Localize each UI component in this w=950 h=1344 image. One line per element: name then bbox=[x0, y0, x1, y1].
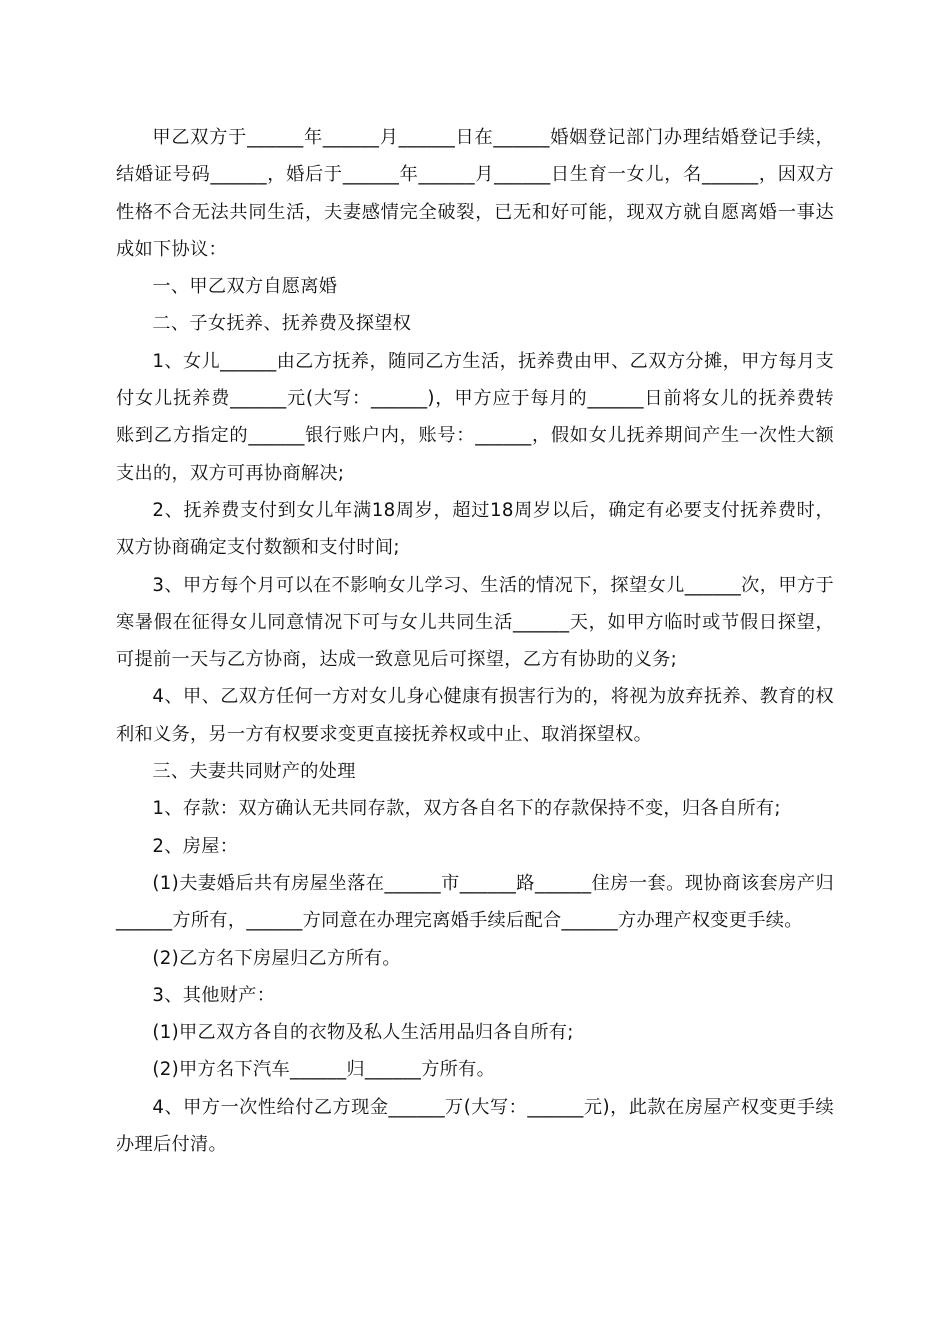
clause-party-b-house: (2)乙方名下房屋归乙方所有。 bbox=[152, 947, 401, 969]
clause-shared-house: (1)夫妻婚后共有房屋坐落在______市______路______住房一套。现协商该套房产归______方所有，______方同意在办理完离婚手续后配合______方办理产权变更手续。 bbox=[116, 872, 834, 932]
clause-deposits: 1、存款：双方确认无共同存款，双方各自名下的存款保持不变，归各自所有; bbox=[152, 798, 781, 820]
clause-child-custody: 1、女儿______由乙方抚养，随同乙方生活，抚养费由甲、乙双方分摊，甲方每月支付女儿抚养费______元(大写：______)，甲方应于每月的______日前将女儿的抚养费转账到乙方指定的______银行账户内，账号：______，假如女儿抚养期间产生一次性大额支出的，双方可再协商解决; bbox=[116, 350, 834, 484]
clause-housing-heading: 2、房屋： bbox=[152, 835, 239, 857]
clause-visitation: 3、甲方每个月可以在不影响女儿学习、生活的情况下，探望女儿______次，甲方于寒暑假在征得女儿同意情况下可与女儿共同生活______天，如甲方临时或节假日探望，可提前一天与乙方协商，达成一致意见后可探望，乙方有协助的义务; bbox=[116, 574, 834, 671]
clause-support-duration: 2、抚养费支付到女儿年满18周岁，超过18周岁以后，确定有必要支付抚养费时，双方协商确定支付数额和支付时间; bbox=[116, 499, 834, 559]
clause-cash-payment: 4、甲方一次性给付乙方现金______万(大写：______元)，此款在房屋产权变更手续办理后付清。 bbox=[116, 1096, 834, 1156]
document-body bbox=[116, 119, 834, 1163]
section-heading-divorce: 一、甲乙双方自愿离婚 bbox=[152, 276, 338, 298]
clause-vehicle: (2)甲方名下汽车______归______方所有。 bbox=[152, 1059, 496, 1081]
paragraph-intro: 甲乙双方于______年______月______日在______婚姻登记部门办理结婚登记手续，结婚证号码______，婚后于______年______月______日生育一女儿，名______，因双方性格不合无法共同生活，夫妻感情完全破裂，已无和好可能，现双方就自愿离婚一事达成如下协议： bbox=[116, 127, 834, 260]
section-heading-property: 三、夫妻共同财产的处理 bbox=[152, 761, 356, 783]
clause-personal-items: (1)甲乙双方各自的衣物及私人生活用品归各自所有; bbox=[152, 1022, 574, 1044]
clause-harm-behavior: 4、甲、乙双方任何一方对女儿身心健康有损害行为的，将视为放弃抚养、教育的权利和义务，另一方有权要求变更直接抚养权或中止、取消探望权。 bbox=[116, 686, 834, 745]
section-heading-child-support: 二、子女抚养、抚养费及探望权 bbox=[152, 313, 412, 335]
clause-other-property-heading: 3、其他财产： bbox=[152, 984, 276, 1006]
